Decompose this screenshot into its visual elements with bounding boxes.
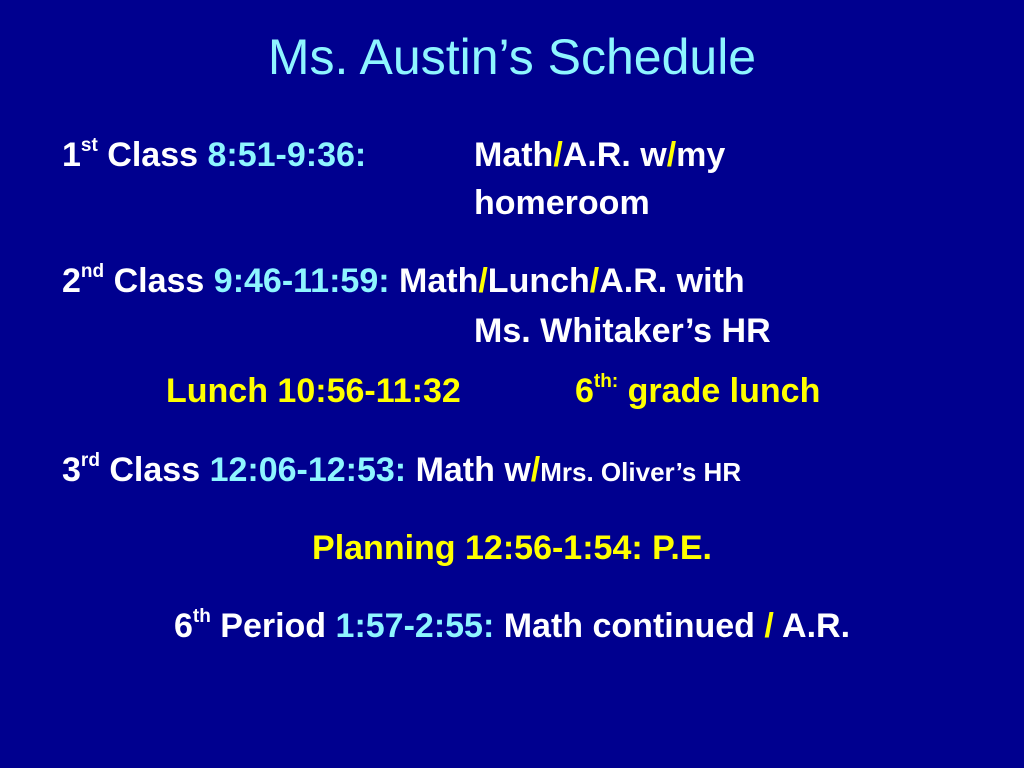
lunch-grade-text: grade lunch: [627, 372, 821, 410]
period6-number: 6: [173, 607, 193, 645]
period6-slash: /: [764, 607, 774, 645]
class3-text-b: Mrs. Oliver’s HR: [540, 457, 742, 487]
period6-time: 1:57-2:55:: [335, 607, 495, 645]
class1-text-b: A.R. w: [562, 136, 667, 174]
class1-ordinal: st: [80, 135, 98, 156]
class2-continuation: Ms. Whitaker’s HR: [474, 312, 771, 350]
period6-ordinal: th: [192, 606, 211, 627]
slide-title: Ms. Austin’s Schedule: [267, 29, 757, 85]
planning-line: Planning 12:56-1:54: P.E.: [312, 529, 712, 567]
class1-text-a: Math: [474, 136, 554, 174]
class2-number: 2: [62, 262, 81, 300]
class3-time: 12:06-12:53:: [209, 451, 407, 489]
class2-slash2: /: [589, 262, 600, 300]
class1-time: 8:51-9:36:: [207, 136, 367, 174]
class3-number: 3: [62, 451, 81, 489]
class1-continuation: homeroom: [474, 184, 650, 222]
class2-slash1: /: [478, 262, 488, 300]
class1-text-c: my: [676, 136, 726, 174]
period6-label: Period: [220, 607, 327, 645]
class2-ordinal: nd: [80, 261, 105, 282]
class2-line: [62, 261, 745, 300]
class1-slash1: /: [553, 136, 563, 174]
period6-text-b: A.R.: [782, 607, 851, 645]
class1-slash2: /: [666, 136, 677, 174]
lunch-grade-ordinal: th:: [593, 371, 619, 392]
class3-slash: /: [530, 451, 541, 489]
class2-text-a: Math: [399, 262, 479, 300]
lunch-grade-number: 6: [575, 372, 594, 410]
class3-ordinal: rd: [80, 450, 100, 471]
lunch-time: Lunch 10:56-11:32: [166, 372, 461, 410]
class2-text-c: A.R. with: [599, 262, 745, 300]
class2-time: 9:46-11:59:: [213, 262, 390, 300]
lunch-line: [166, 374, 461, 408]
class3-label: Class: [109, 451, 201, 489]
class2-text-b: Lunch: [487, 262, 590, 300]
class1-line: [62, 135, 367, 174]
class3-line: [62, 450, 742, 489]
class1-number: 1: [62, 136, 81, 174]
class3-text-a: Math w: [415, 451, 531, 489]
lunch-grade: [575, 371, 821, 410]
class1-desc: [474, 138, 725, 172]
class2-label: Class: [113, 262, 205, 300]
period6-text-a: Math continued: [503, 607, 755, 645]
period6-line: [0, 606, 1024, 645]
class1-label: Class: [107, 136, 199, 174]
